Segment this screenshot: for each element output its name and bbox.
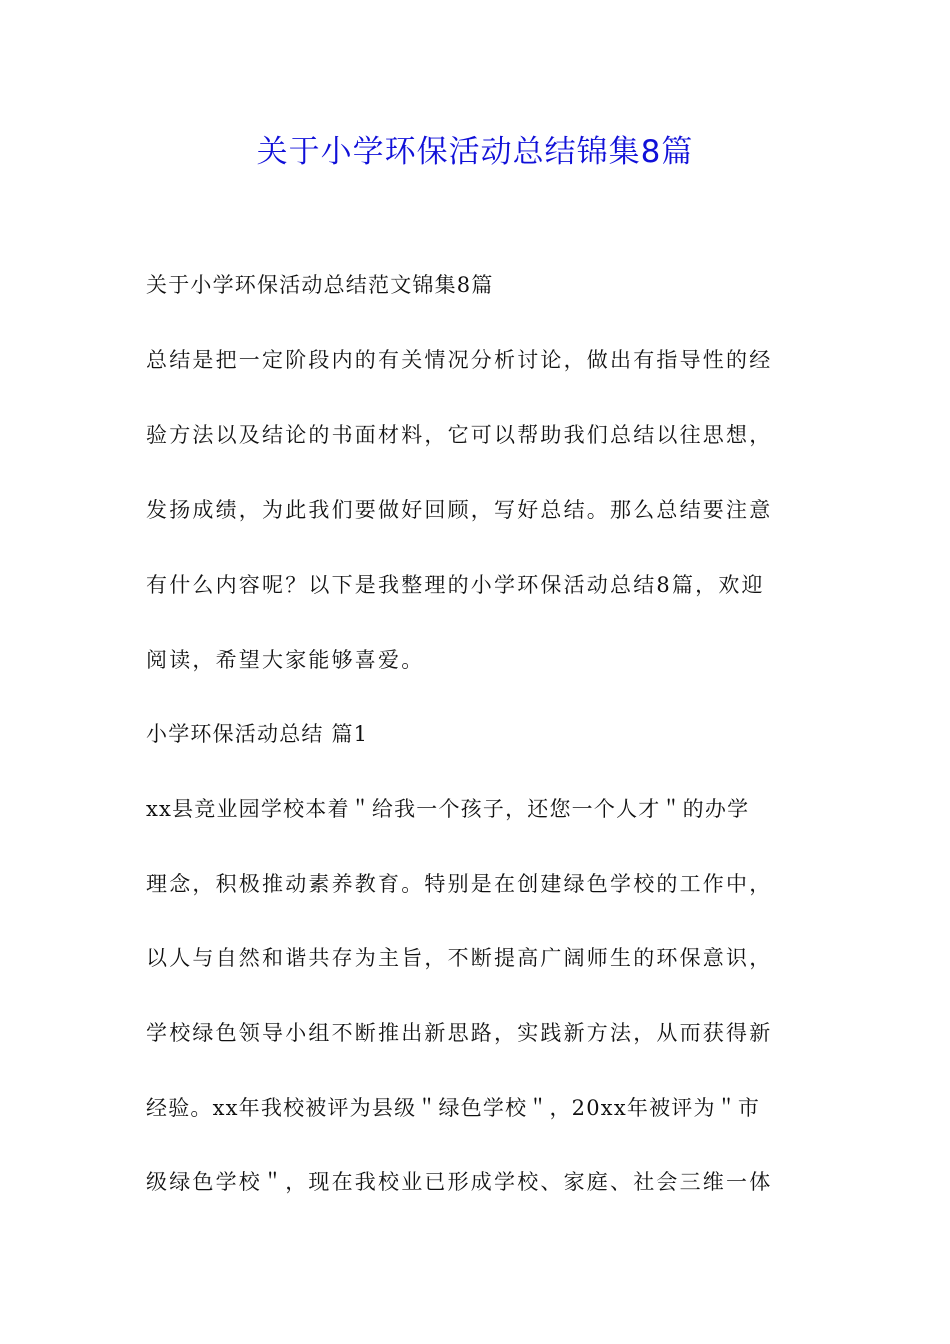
paragraph-line: 验方法以及结论的书面材料，它可以帮助我们总结以往思想， (146, 423, 773, 447)
paragraph-line: 有什么内容呢？以下是我整理的小学环保活动总结8篇，欢迎 (146, 573, 765, 597)
paragraph-line: 级绿色学校＂，现在我校业已形成学校、家庭、社会三维一体 (146, 1170, 773, 1194)
paragraph-line: xx县竞业园学校本着＂给我一个孩子，还您一个人才＂的办学 (146, 797, 750, 821)
section-heading: 小学环保活动总结 篇1 (146, 722, 369, 746)
paragraph-line: 以人与自然和谐共存为主旨，不断提高广阔师生的环保意识， (146, 946, 773, 970)
document-title: 关于小学环保活动总结锦集8篇 (256, 134, 694, 170)
paragraph-line: 理念，积极推动素养教育。特别是在创建绿色学校的工作中， (146, 872, 773, 896)
paragraph-line: 发扬成绩，为此我们要做好回顾，写好总结。那么总结要注意 (146, 498, 773, 522)
paragraph-line: 总结是把一定阶段内的有关情况分析讨论，做出有指导性的经 (146, 348, 773, 372)
paragraph-line: 阅读，希望大家能够喜爱。 (146, 648, 425, 672)
subtitle-line: 关于小学环保活动总结范文锦集8篇 (146, 273, 494, 297)
paragraph-line: 学校绿色领导小组不断推出新思路，实践新方法，从而获得新 (146, 1021, 773, 1045)
paragraph-line: 经验。xx年我校被评为县级＂绿色学校＂，20xx年被评为＂市 (146, 1096, 761, 1120)
